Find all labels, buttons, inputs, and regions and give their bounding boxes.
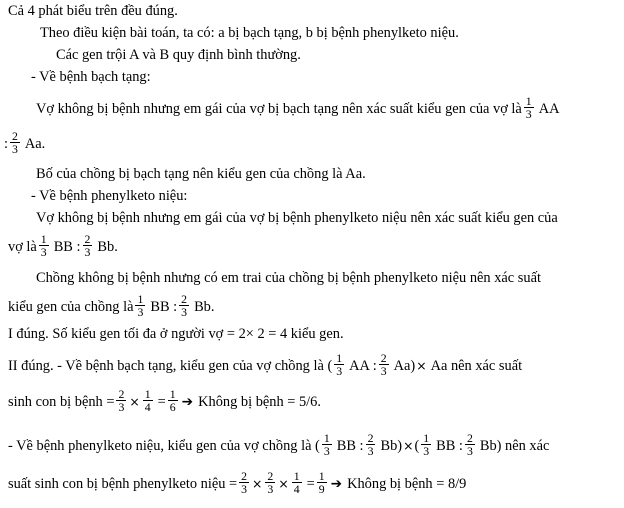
multiplication-symbol: × — [416, 359, 427, 374]
text-run: kiểu gen của chồng là — [8, 299, 134, 316]
fraction-numerator: 1 — [318, 469, 325, 483]
multiplication-symbol: × — [278, 477, 289, 492]
fraction-numerator: 1 — [293, 469, 300, 483]
text-run: Bb. — [97, 239, 118, 256]
paragraph-dominant-genes — [56, 48, 301, 63]
fraction-two-thirds — [379, 352, 389, 377]
fraction-numerator: 2 — [181, 292, 188, 306]
text-run: AA — [538, 101, 560, 118]
text-run: Vợ không bị bệnh nhưng em gái của vợ bị bạch tạng nên xác suất kiểu gen của vợ là — [36, 101, 522, 118]
fraction-denominator: 3 — [323, 444, 330, 459]
text-run: Không bị bệnh = 8/9 — [347, 476, 467, 493]
paragraph-wife-albinism-genotype — [36, 95, 560, 120]
fraction-numerator: 2 — [12, 129, 18, 143]
text-run: Cả 4 phát biểu trên đều đúng. — [8, 3, 178, 19]
fraction-one-sixth — [168, 388, 178, 413]
fraction-denominator: 3 — [423, 444, 430, 459]
paragraph-statement-one — [8, 327, 344, 342]
fraction-denominator: 3 — [466, 444, 473, 459]
fraction-denominator: 3 — [137, 305, 144, 320]
paragraph-wife-pku-genotype — [36, 211, 558, 226]
fraction-one-third — [524, 95, 534, 120]
paragraph-statement-two — [8, 352, 522, 377]
fraction-two-thirds — [366, 432, 376, 457]
fraction-numerator: 2 — [118, 387, 125, 401]
fraction-one-third — [334, 352, 344, 377]
paragraph-given-conditions — [40, 26, 459, 41]
text-run: BB : — [436, 438, 463, 455]
paragraph-conclusion — [8, 4, 178, 19]
paragraph-husband-albinism-genotype — [36, 167, 366, 182]
text-run: sinh con bị bệnh = — [8, 394, 115, 411]
fraction-numerator: 1 — [323, 431, 330, 445]
text-run: Aa nên xác suất — [430, 358, 523, 375]
fraction-two-thirds — [179, 293, 189, 318]
text-run: Aa. — [24, 136, 46, 153]
right-arrow-icon: ➔ — [181, 394, 194, 411]
fraction-denominator: 3 — [40, 245, 47, 260]
fraction-denominator: 3 — [267, 482, 274, 497]
text-run: BB : — [150, 299, 178, 316]
text-run: suất sinh con bị bệnh phenylketo niệu = — [8, 476, 238, 493]
text-run: Theo điều kiện bài toán, ta có: a bị bạch tạng, b bị bệnh phenylketo niệu. — [40, 25, 459, 41]
heading-albinism-section — [31, 70, 151, 85]
paragraph-albinism-probability — [8, 388, 321, 413]
fraction-denominator: 6 — [169, 400, 176, 415]
fraction-two-thirds — [83, 233, 93, 258]
text-run: = — [157, 394, 166, 411]
fraction-two-thirds — [239, 470, 249, 495]
fraction-denominator: 3 — [181, 305, 188, 320]
paragraph-husband-pku-genotype — [36, 271, 541, 286]
fraction-denominator: 9 — [318, 482, 325, 497]
text-run: Bố của chồng bị bạch tạng nên kiểu gen của chồng là Aa. — [36, 166, 366, 182]
fraction-one-ninth — [317, 470, 327, 495]
fraction-one-quarter — [143, 388, 153, 413]
text-run: Các gen trội A và B quy định bình thường. — [56, 47, 301, 63]
multiplication-symbol: × — [403, 439, 414, 454]
text-run: AA : — [349, 358, 377, 375]
paragraph-pku-probability — [8, 470, 466, 495]
text-run: BB : — [336, 438, 364, 455]
fraction-numerator: 2 — [267, 469, 274, 483]
fraction-denominator: 3 — [367, 444, 374, 459]
text-run: Bb) nên xác — [479, 438, 550, 455]
fraction-denominator: 3 — [241, 482, 248, 497]
multiplication-symbol: × — [129, 395, 140, 410]
text-run: - Về bệnh phenylketo niệu, kiểu gen của vợ chồng là ( — [8, 438, 320, 455]
fraction-one-quarter — [292, 470, 302, 495]
fraction-numerator: 1 — [423, 431, 430, 445]
fraction-numerator: 1 — [137, 292, 144, 306]
fraction-numerator: 2 — [380, 351, 387, 365]
fraction-one-third — [135, 293, 145, 318]
fraction-numerator: 1 — [169, 387, 176, 401]
fraction-denominator: 3 — [525, 107, 532, 122]
text-run: vợ là — [8, 239, 37, 256]
paragraph-wife-pku-genotype-cont — [8, 233, 118, 258]
text-run: ( — [414, 438, 420, 455]
text-run: Bb. — [194, 299, 215, 316]
text-run: I đúng. Số kiểu gen tối đa ở người vợ = 2× 2 = 4 kiểu gen. — [8, 326, 344, 342]
text-run: - Về bệnh bạch tạng: — [31, 69, 151, 85]
text-run: BB : — [53, 239, 81, 256]
fraction-denominator: 4 — [293, 482, 300, 497]
fraction-denominator: 3 — [84, 245, 91, 260]
text-run: Bb) — [380, 438, 403, 455]
text-run: : — [4, 136, 8, 153]
paragraph-husband-pku-genotype-cont — [8, 293, 214, 318]
fraction-two-thirds — [116, 388, 126, 413]
fraction-one-third — [39, 233, 49, 258]
fraction-numerator: 1 — [525, 94, 532, 108]
right-arrow-icon: ➔ — [330, 476, 343, 493]
fraction-two-thirds — [465, 432, 475, 457]
text-run: = — [306, 476, 315, 493]
heading-phenylketonuria-section — [31, 189, 187, 204]
text-run: Chồng không bị bệnh nhưng có em trai của chồng bị bệnh phenylketo niệu nên xác suất — [36, 270, 541, 286]
fraction-denominator: 3 — [12, 142, 18, 157]
fraction-numerator: 2 — [367, 431, 374, 445]
paragraph-pku-cross — [8, 432, 549, 457]
fraction-denominator: 3 — [336, 364, 343, 379]
text-run: Vợ không bị bệnh nhưng em gái của vợ bị bệnh phenylketo niệu nên xác suất kiểu gen của — [36, 210, 558, 226]
fraction-numerator: 2 — [241, 469, 248, 483]
fraction-one-third — [322, 432, 332, 457]
fraction-denominator: 4 — [144, 400, 151, 415]
text-run: Không bị bệnh = 5/6. — [198, 394, 321, 411]
fraction-two-thirds — [10, 130, 20, 155]
fraction-numerator: 2 — [466, 431, 473, 445]
fraction-denominator: 3 — [118, 400, 125, 415]
multiplication-symbol: × — [252, 477, 263, 492]
fraction-numerator: 1 — [336, 351, 343, 365]
text-run: II đúng. - Về bệnh bạch tạng, kiểu gen của vợ chồng là ( — [8, 358, 333, 375]
text-run: Aa) — [393, 358, 416, 375]
paragraph-wife-albinism-genotype-cont — [4, 130, 45, 155]
fraction-one-third — [421, 432, 431, 457]
fraction-numerator: 1 — [144, 387, 151, 401]
text-run: - Về bệnh phenylketo niệu: — [31, 188, 188, 204]
fraction-numerator: 2 — [84, 232, 91, 246]
fraction-denominator: 3 — [380, 364, 387, 379]
fraction-numerator: 1 — [40, 232, 47, 246]
fraction-two-thirds — [265, 470, 275, 495]
